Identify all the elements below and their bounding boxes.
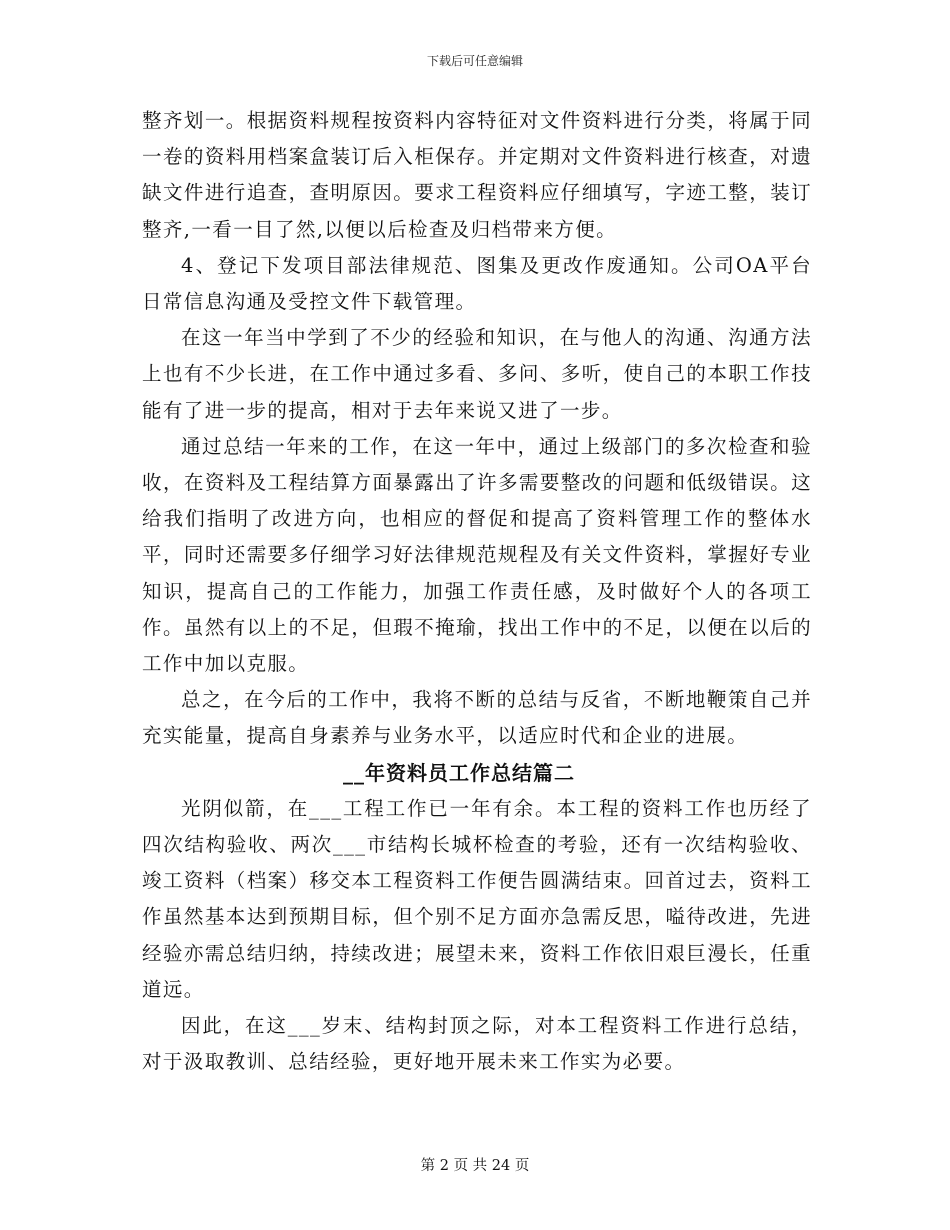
page-header: 下载后可任意编辑 <box>426 54 523 68</box>
paragraph-4: 通过总结一年来的工作，在这一年中，通过上级部门的多次检查和验收，在资料及工程结算方面暴露出了许多需要整改的问题和低级错误。这给我们指明了改进方向，也相应的督促和提高了资料管理工作的整体水平，同时还需要多仔细学习好法律规范规程及有关文件资料，掌握好专业知识，提高自己的工作能力，加强工作责任感，及时做好个人的各项工作。虽然有以上的不足，但瑕不掩瑜，找出工作中的不足，以便在以后的工作中加以克服。 <box>142 434 812 676</box>
paragraph-2: 4、登记下发项目部法律规范、图集及更改作废通知。公司OA平台日常信息沟通及受控文件下载管理。 <box>142 253 812 314</box>
paragraph-3: 在这一年当中学到了不少的经验和知识，在与他人的沟通、沟通方法上也有不少长进，在工作中通过多看、多问、多听，使自己的本职工作技能有了进一步的提高，相对于去年来说又进了一步。 <box>142 326 812 422</box>
paragraph-6: 光阴似箭，在___工程工作已一年有余。本工程的资料工作也历经了四次结构验收、两次___市结构长城杯检查的考验，还有一次结构验收、竣工资料（档案）移交本工程资料工作便告圆满结束。回首过去，资料工作虽然基本达到预期目标，但个别不足方面亦急需反思，嗌待改进，先进经验亦需总结归纳，持续改进；展望未来，资料工作依旧艰巨漫长，任重道远。 <box>142 796 812 1001</box>
paragraph-1: 整齐划一。根据资料规程按资料内容特征对文件资料进行分类，将属于同一卷的资料用档案盒装订后入柜保存。并定期对文件资料进行核查，对遗缺文件进行追查，查明原因。要求工程资料应仔细填写，字迹工整，装订整齐,一看一目了然,以便以后检查及归档带来方便。 <box>142 109 812 241</box>
document-body <box>142 103 812 1080</box>
paragraph-5: 总之，在今后的工作中，我将不断的总结与反省，不断地鞭策自己并充实能量，提高自身素养与业务水平，以适应时代和企业的进展。 <box>142 688 812 748</box>
page-number: 第 2 页 共 24 页 <box>420 1158 530 1174</box>
paragraph-7: 因此，在这___岁末、结构封顶之际，对本工程资料工作进行总结，对于汲取教训、总结经验，更好地开展未来工作实为必要。 <box>142 1014 812 1074</box>
section-title: __年资料员工作总结篇二 <box>343 760 575 785</box>
